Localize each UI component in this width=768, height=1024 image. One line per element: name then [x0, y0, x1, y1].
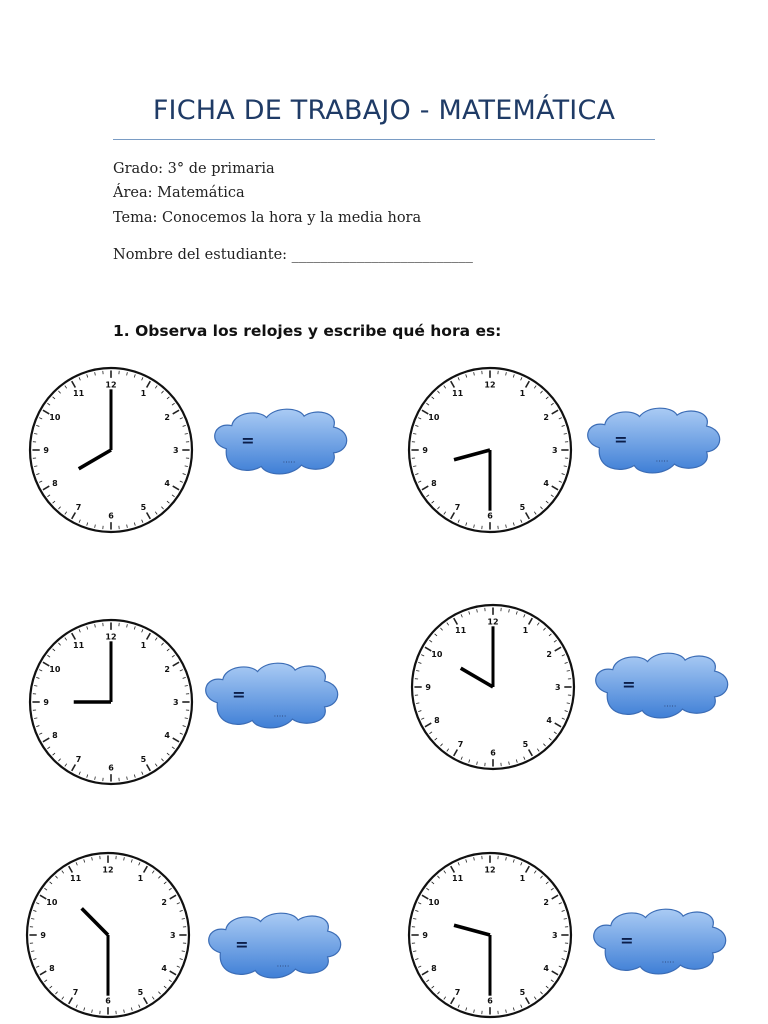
clock-number: 5: [522, 739, 529, 749]
answer-cloud-5[interactable]: [209, 913, 341, 978]
clock-number: 12: [105, 632, 117, 642]
clock-number: 6: [487, 996, 493, 1006]
clock-number: 11: [455, 626, 467, 636]
clock-5: [27, 853, 189, 1017]
answer-blank[interactable]: .....: [276, 959, 290, 969]
grade-line: Grado: 3° de primaria: [113, 161, 275, 177]
clock-number: 8: [52, 478, 58, 488]
clock-number: 4: [164, 478, 170, 488]
clock-number: 8: [49, 963, 55, 973]
clock-number: 1: [519, 874, 526, 884]
clock-number: 2: [164, 413, 170, 423]
clock-number: 1: [519, 389, 526, 399]
clock-number: 9: [422, 931, 428, 940]
clock-number: 5: [140, 502, 147, 512]
answer-equals-sign: =: [614, 430, 628, 450]
cloud-shape[interactable]: [215, 409, 347, 474]
clock-number: 7: [454, 987, 461, 997]
clock-number: 6: [490, 748, 496, 758]
clock-number: 10: [49, 665, 61, 675]
clock-number: 6: [487, 511, 493, 521]
clock-number: 10: [428, 413, 440, 423]
clock-number: 2: [164, 665, 170, 675]
clock-number: 8: [434, 715, 440, 725]
answer-equals-sign: =: [620, 931, 634, 951]
answer-cloud-2[interactable]: [588, 408, 720, 473]
answer-blank[interactable]: .....: [273, 709, 287, 719]
clock-6: [409, 853, 571, 1017]
clock-number: 2: [161, 898, 167, 908]
clock-number: 8: [52, 730, 58, 740]
exercise-question: 1. Observa los relojes y escribe qué hora es:: [113, 322, 502, 340]
clock-number: 12: [105, 380, 117, 390]
answer-cloud-1[interactable]: [215, 409, 347, 474]
clock-number: 12: [487, 617, 499, 627]
answer-blank[interactable]: .....: [282, 455, 296, 465]
cloud-shape[interactable]: [596, 653, 728, 718]
area-line: Área: Matemática: [113, 185, 245, 201]
clock-number: 4: [164, 730, 170, 740]
answer-cloud-4[interactable]: [596, 653, 728, 718]
clock-number: 11: [452, 389, 464, 399]
clock-number: 5: [137, 987, 144, 997]
clock-number: 3: [173, 698, 179, 707]
cloud-shape[interactable]: [594, 909, 726, 974]
answer-equals-sign: =: [235, 935, 249, 955]
clock-number: 11: [452, 874, 464, 884]
clock-number: 2: [546, 650, 552, 660]
clock-number: 4: [161, 963, 167, 973]
clock-number: 7: [75, 502, 82, 512]
clock-number: 4: [543, 963, 549, 973]
clock-1: [30, 368, 192, 532]
clock-number: 3: [173, 446, 179, 455]
answer-cloud-6[interactable]: [594, 909, 726, 974]
clock-number: 9: [422, 446, 428, 455]
clock-number: 4: [543, 478, 549, 488]
clock-number: 8: [431, 963, 437, 973]
clock-number: 1: [140, 389, 147, 399]
clock-2: [409, 368, 571, 532]
answer-blank[interactable]: .....: [663, 699, 677, 709]
clock-number: 6: [108, 511, 114, 521]
clock-number: 12: [484, 865, 496, 875]
clock-number: 7: [454, 502, 461, 512]
cloud-shape[interactable]: [588, 408, 720, 473]
clock-number: 10: [49, 413, 61, 423]
clock-number: 9: [425, 683, 431, 692]
cloud-shape[interactable]: [206, 663, 338, 728]
clock-3: [30, 620, 192, 784]
clock-number: 6: [108, 763, 114, 773]
clock-number: 1: [137, 874, 144, 884]
clock-number: 11: [70, 874, 82, 884]
clock-number: 3: [552, 931, 558, 940]
clock-number: 12: [102, 865, 114, 875]
clock-number: 10: [428, 898, 440, 908]
clock-number: 5: [140, 754, 147, 764]
cloud-shape[interactable]: [209, 913, 341, 978]
clock-number: 10: [46, 898, 58, 908]
clock-number: 1: [140, 641, 147, 651]
answer-equals-sign: =: [232, 685, 246, 705]
clock-number: 3: [555, 683, 561, 692]
clock-number: 7: [75, 754, 82, 764]
clock-number: 2: [543, 413, 549, 423]
answer-equals-sign: =: [622, 675, 636, 695]
clock-number: 10: [431, 650, 443, 660]
clock-number: 11: [73, 389, 85, 399]
answer-equals-sign: =: [241, 431, 255, 451]
clock-number: 6: [105, 996, 111, 1006]
clock-number: 9: [43, 446, 49, 455]
clock-number: 7: [72, 987, 79, 997]
clock-number: 1: [522, 626, 529, 636]
clock-number: 5: [519, 987, 526, 997]
clock-number: 4: [546, 715, 552, 725]
clock-number: 9: [40, 931, 46, 940]
clock-number: 3: [552, 446, 558, 455]
clock-number: 12: [484, 380, 496, 390]
clock-number: 3: [170, 931, 176, 940]
answer-blank[interactable]: .....: [655, 454, 669, 464]
clock-number: 11: [73, 641, 85, 651]
clock-number: 9: [43, 698, 49, 707]
clock-number: 7: [457, 739, 464, 749]
clock-number: 2: [543, 898, 549, 908]
student-name-line[interactable]: Nombre del estudiante: _________________________: [113, 247, 473, 263]
clock-number: 5: [519, 502, 526, 512]
answer-blank[interactable]: .....: [661, 955, 675, 965]
topic-line: Tema: Conocemos la hora y la media hora: [113, 210, 422, 226]
clock-4: [412, 605, 574, 769]
clock-number: 8: [431, 478, 437, 488]
answer-cloud-3[interactable]: [206, 663, 338, 728]
page-title: FICHA DE TRABAJO - MATEMÁTICA: [152, 95, 616, 126]
